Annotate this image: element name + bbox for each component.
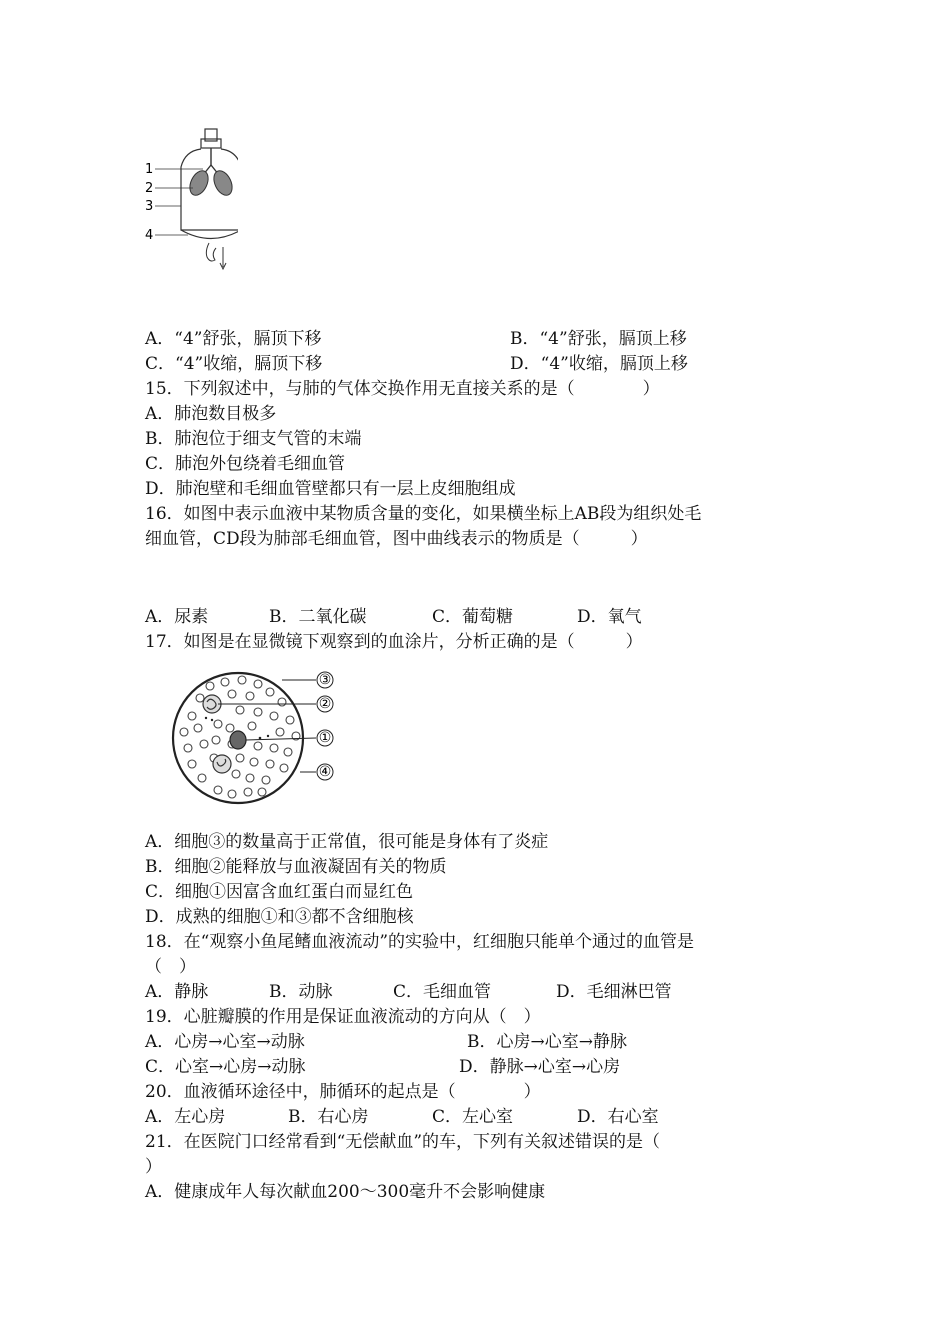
bell-jar-lung-model-figure [143, 125, 238, 280]
q17-option-a: A．细胞③的数量高于正常值，很可能是身体有了炎症 [145, 832, 549, 852]
q20-option-d: D．右心室 [577, 1107, 659, 1127]
label-2-circled: ② [318, 696, 332, 712]
q19-option-a: A．心房→心室→动脉 [145, 1032, 305, 1052]
q15-option-a: A．肺泡数目极多 [145, 404, 277, 424]
q16-stem-line2: 细血管，CD段为肺部毛细血管，图中曲线表示的物质是（ ） [145, 529, 648, 549]
q18-stem-line1: 18．在“观察小鱼尾鳍血液流动”的实验中，红细胞只能单个通过的血管是 [145, 932, 695, 952]
q20-stem: 20．血液循环途径中，肺循环的起点是（ ） [145, 1082, 541, 1102]
q17-option-d: D．成熟的细胞①和③都不含细胞核 [145, 907, 414, 927]
q18-options-row [145, 980, 672, 1005]
q18-option-a: A．静脉 [145, 982, 209, 1002]
q18-option-d: D．毛细淋巴管 [556, 982, 672, 1002]
q14-option-b: B．“4”舒张，膈顶上移 [510, 329, 687, 349]
q15-option-b: B．肺泡位于细支气管的末端 [145, 429, 362, 449]
q16-stem-line1: 16．如图中表示血液中某物质含量的变化，如果横坐标上AB段为组织处毛 [145, 504, 702, 524]
q18-stem-line2: （ ） [145, 957, 196, 977]
label-3-circled: ③ [318, 672, 332, 688]
q20-options-row [145, 1105, 659, 1130]
q14-option-c: C．“4”收缩，膈顶下移 [145, 354, 323, 374]
q21-option-a: A．健康成年人每次献血200～300毫升不会影响健康 [145, 1182, 546, 1202]
label-4-circled: ④ [318, 764, 332, 780]
q14-option-d: D．“4”收缩，膈顶上移 [510, 354, 688, 374]
blood-smear-figure [170, 666, 340, 811]
q17-option-c: C．细胞①因富含血红蛋白而显红色 [145, 882, 414, 902]
label-2: 2 [145, 181, 154, 196]
q14-option-a: A．“4”舒张，膈顶下移 [145, 329, 322, 349]
q21-stem-line2: ） [145, 1157, 162, 1177]
label-4: 4 [145, 228, 154, 243]
q20-option-c: C．左心室 [432, 1107, 514, 1127]
q18-option-b: B．动脉 [269, 982, 333, 1002]
q15-option-d: D．肺泡壁和毛细血管壁都只有一层上皮细胞组成 [145, 479, 516, 499]
label-1-circled: ① [318, 730, 332, 746]
q19-stem: 19．心脏瓣膜的作用是保证血液流动的方向从（ ） [145, 1007, 541, 1027]
q20-option-b: B．右心房 [288, 1107, 369, 1127]
q21-stem-line1: 21．在医院门口经常看到“无偿献血”的车，下列有关叙述错误的是（ [145, 1132, 661, 1152]
q20-option-a: A．左心房 [145, 1107, 226, 1127]
q19-option-b: B．心房→心室→静脉 [467, 1032, 627, 1052]
q17-stem: 17．如图是在显微镜下观察到的血涂片，分析正确的是（ ） [145, 632, 643, 652]
label-3: 3 [145, 199, 154, 214]
q16-option-a: A．尿素 [145, 607, 209, 627]
q15-option-c: C．肺泡外包绕着毛细血管 [145, 454, 346, 474]
q18-option-c: C．毛细血管 [393, 982, 492, 1002]
q19-option-c: C．心室→心房→动脉 [145, 1057, 306, 1077]
q17-option-b: B．细胞②能释放与血液凝固有关的物质 [145, 857, 447, 877]
q15-stem: 15．下列叙述中，与肺的气体交换作用无直接关系的是（ ） [145, 379, 660, 399]
q19-option-d: D．静脉→心室→心房 [459, 1057, 621, 1077]
q16-option-d: D．氧气 [577, 607, 642, 627]
q16-option-c: C．葡萄糖 [432, 607, 514, 627]
label-1: 1 [145, 162, 154, 177]
q16-option-b: B．二氧化碳 [269, 607, 367, 627]
q16-options-row [145, 605, 642, 630]
